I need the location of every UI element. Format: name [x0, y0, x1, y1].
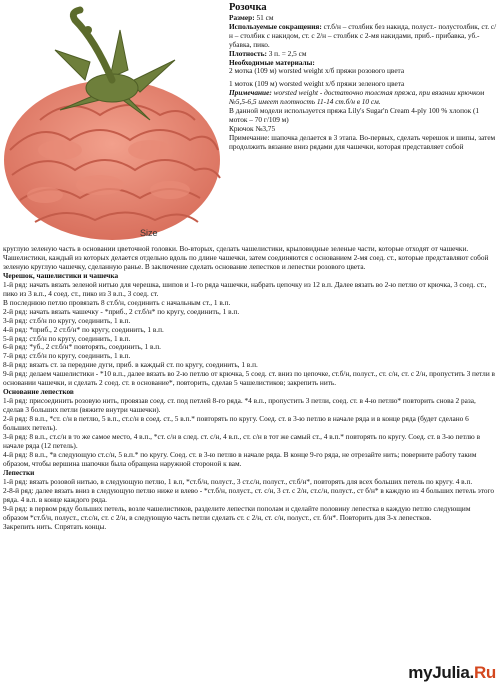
hook-size: Крючок №3,75 [229, 123, 276, 133]
pattern-body [3, 245, 497, 532]
instruction-line: 3-й ряд: ст.б/н по кругу, соединить, 1 в.п. [3, 315, 131, 325]
page-title: Розочка [229, 2, 267, 13]
instruction-line: 1-й ряд: вязать розовой нитью, в следующую петлю, 1 в.п, *ст.б/н, полуст., 3 ст.с/н, полуст., ст.б/н*, повторять для всех больших петель по кругу. 4 в.п. [3, 476, 473, 486]
note-intro: Примечание: шапочка делается в 3 этапа. Во-первых, сделать черешок и шипы, затем продолжить вязание вниз рядами для чашечки, которая представляет собой [229, 132, 496, 151]
instruction-line: 3-й ряд: 8 в.п., ст.с/н в то же самое место, 4 в.п., *ст. с/н в след. ст. с/н, 4 в.п., ст. с/н в тот же самый ст., 4 в.п.* повторять по кругу. Соед. ст. в 3-ю петлю в начале ряда (12 петель). [3, 432, 481, 450]
instruction-line: 2-й ряд: 8 в.п., *ст. с/н в петлю, 5 в.п., ст.с/н в соед. ст., 5 в.п.* повторять по кругу. Соед. ст. в 3-ю петлю в начале ряда и в конце ряда (будет сделано 6 больших петель). [3, 414, 469, 433]
instruction-line: 9-й ряд: в первом ряду больших петель, возле чашелистиков, разделите лепестки пополам и сделайте половину лепестка в каждую петлю следующим образом *ст.б/н, полуст., ст.с/н, ст. с 2/н, в следующую часть петли сделать ст. с 2/н, ст. с/н, полуст., ст. б/н*. Повторить для 3-х лепестков. [3, 503, 471, 522]
instruction-line: 4-й ряд: *приб., 2 ст.б/н* по кругу, соединить, 1 в.п. [3, 324, 164, 334]
materials-heading: Необходимые материалы: [229, 57, 315, 67]
density-line: Плотность: 3 п. = 2,5 см [229, 48, 307, 58]
instruction-line: 4-й ряд: 8 в.п., *в следующую ст.с/н, 5 в.п.* по кругу. Соед. ст. в 3-ю петлю в начале ряда. В конце 9-го ряда, не отрезайте нить; поверните работу таким образом, чтобы вершина шапочки была обращена наружной стороной к вам. [3, 449, 477, 468]
rose-hat-illustration [0, 0, 225, 245]
pattern-header [229, 2, 497, 152]
instruction-line: 1-й ряд: начать вязать зеленой нитью для черешка, шипов и 1-го ряда чашечки, набрать цепочку из 12 в.п. Далее вязать во 2-ю петлю от крючка, 3 соед. ст., пико из 3 в.п., 4 соед. ст., пико из 3 в.п., 3 соед. ст. [3, 279, 487, 298]
instruction-line: 9-й ряд: делаем чашелистики - *10 в.п., далее вязать во 2-ю петлю от крючка, 5 соед. ст. вниз по цепочке, ст.б/н, полуст., ст. с/н, ст. с 2/н, пропустить 3 петли в основании чашечки, и сделать 2 соед. ст. в основание*, повторить, сделав 5 чашелистиков; закрепить нить. [3, 369, 496, 388]
site-logo: myJulia.Ru [408, 663, 496, 682]
instruction-line: 5-й ряд: ст.б/н по кругу, соединить, 1 в.п. [3, 333, 131, 343]
size-line: Размер: 51 см [229, 13, 274, 22]
instruction-line: 1-й ряд: присоединить розовую нить, провязав соед. ст. под петлей 8-го ряда. *4 в.п., пропустить 3 петли, соед. ст. в 4-ю петлю* повторить снова 2 раза, сделав 3 больших петли (вяжите внутри чашечки). [3, 396, 476, 415]
size-label: Size [140, 228, 158, 238]
instruction-line: 2-й ряд: начать вязать чашечку - *приб., 2 ст.б/н* по кругу, соединить, 1 в.п. [3, 306, 240, 316]
instruction-line: 7-й ряд: ст.б/н по кругу, соединить, 1 в.п. [3, 351, 131, 361]
instruction-line: 6-й ряд: *уб., 2 ст.б/н* повторять, соединить, 1 в.п. [3, 342, 161, 352]
yarn-info: В данной модели используется пряжа Lily's Sugar'n Cream 4-ply 100 % хлопок (1 моток – 70 г/109 м) [229, 106, 480, 124]
abbreviations: Используемые сокращения: ст.б/н – столбик без накида, полуст.- полустолбик, ст. с/н – столбик с накидом, ст. с 2/н – столбик с 2-мя накидами, приб.- прибавка, уб.- убавка, пико. [229, 21, 497, 49]
section-stem-title: Черешок, чашелистики и чашечка [3, 270, 119, 280]
instruction-line: 8-й ряд: вязать ст. за передние дуги, приб. в каждый ст. по кругу, соединить, 1 в.п. [3, 360, 258, 370]
instruction-line: В последнюю петлю провязать 8 ст.б/н, соединить с начальным ст., 1 в.п. [3, 297, 231, 307]
instruction-line: 2-8-й ряд: далее вязать вниз в следующую петлю ниже и влево - *ст.б/н, полуст., ст. с/н, 3 ст. с 2/н, ст.с/н, полуст., ст б/н* в каждую из 4 больших петель этого ряда. 4 в.п. в конце каждого ряда. [3, 485, 494, 504]
yarn-note: Примечание: worsted weight - достаточно толстая пряжа, при вязании крючком №5,5-6,5 имеет плотность 11-14 ст.б/н в 10 см. [229, 88, 485, 107]
instruction-line: Закрепить нить. Спрятать концы. [3, 521, 107, 531]
section-petal-base-title: Основание лепестков [3, 387, 74, 397]
materials-green: 1 моток (109 м) worsted weight х/б пряжи зеленого цвета [229, 79, 405, 89]
intro-text: круглую зеленую часть в основании цветочной головки. Во-вторых, сделать чашелистики, крыловидные зеленые части, которые отходят от чашечки. Чашелистики, каждый из которых делается отдельно вдоль по длине чашечки, затем соединяются с основанием 2-мя соед. ст., которые представляют собой зеленую круглую чашечку, сделанную ранье. В заключение сделать основание лепестков и лепестки розового цвета. [3, 244, 489, 271]
materials-pink: 2 мотка (109 м) worsted weight х/б пряжи розового цвета [229, 66, 405, 76]
rose-hat-photo [0, 0, 225, 245]
section-petals-title: Лепестки [3, 467, 35, 477]
